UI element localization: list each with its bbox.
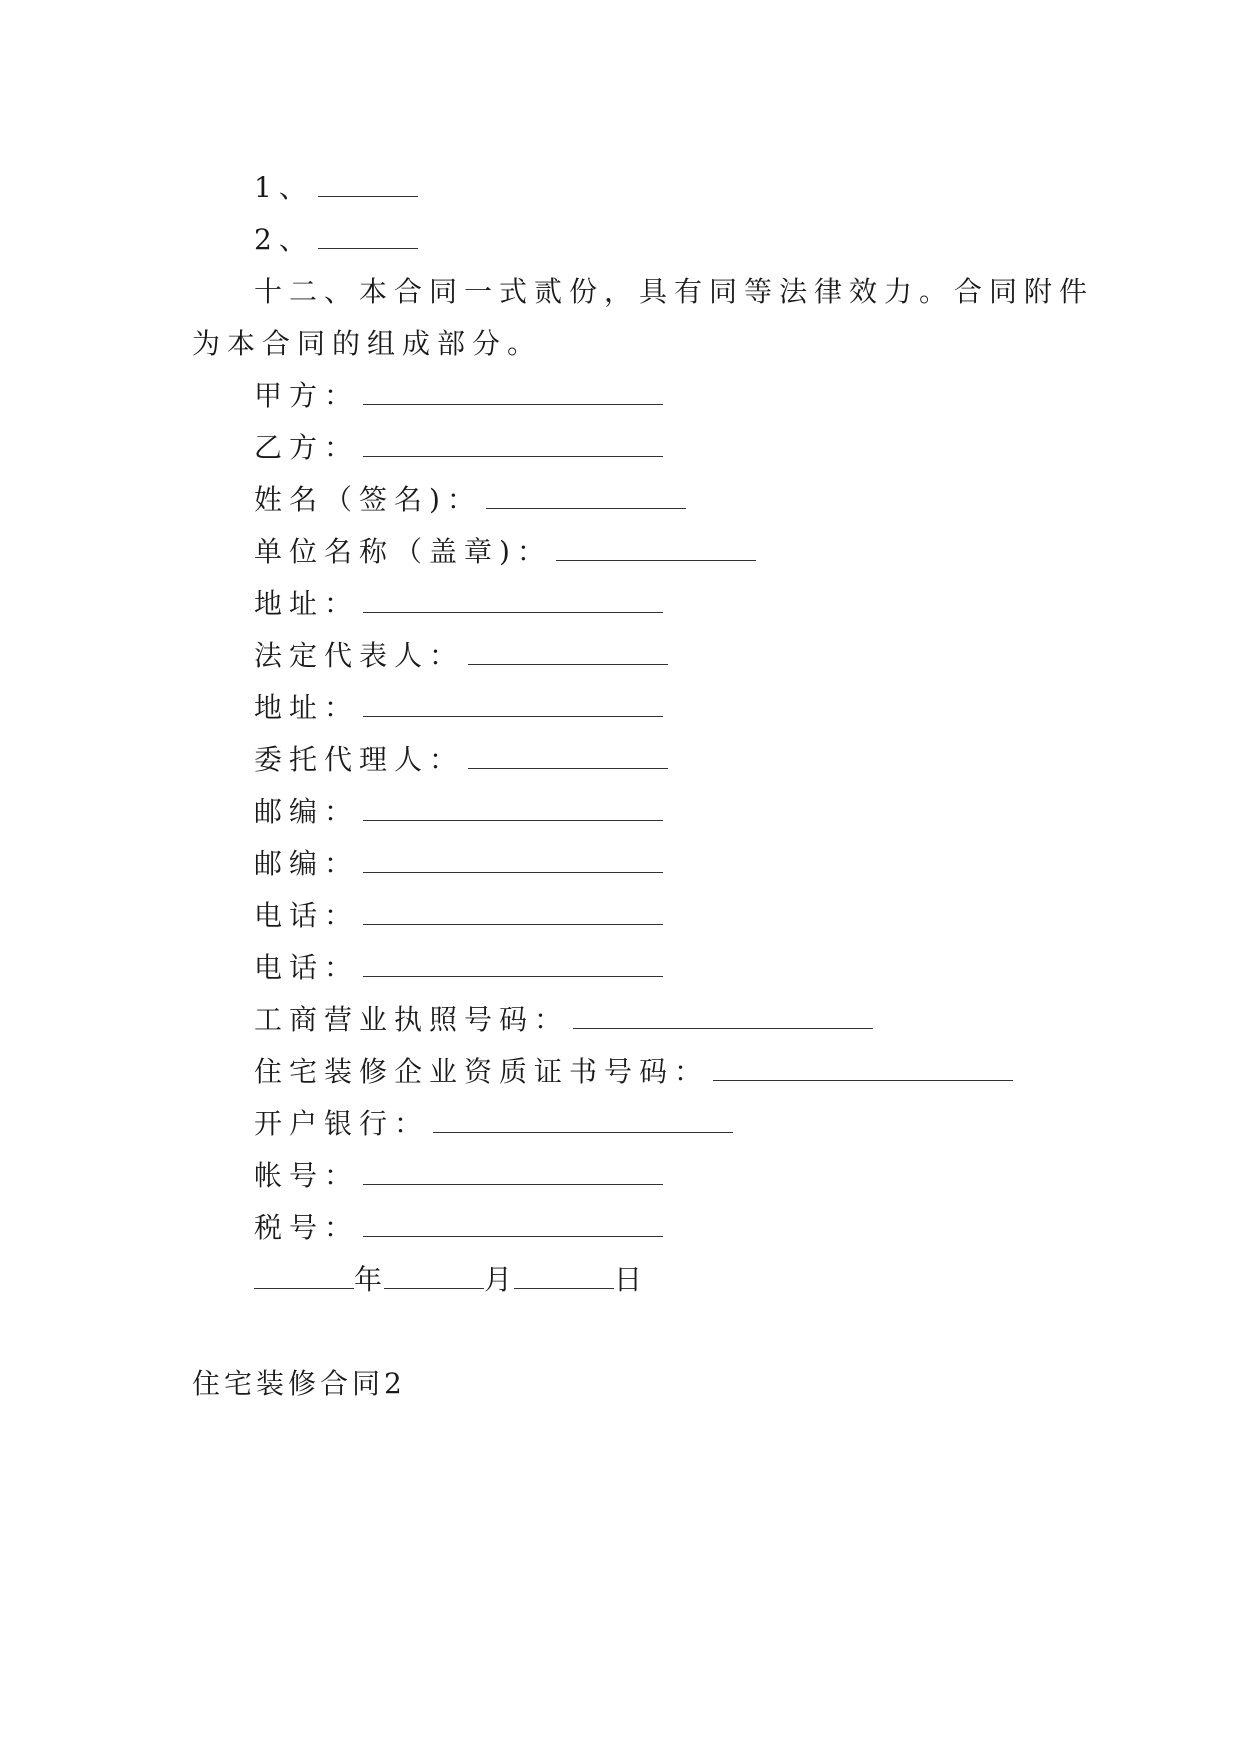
day-label: 日 — [614, 1263, 645, 1296]
fill-blank — [573, 1002, 873, 1029]
field-row — [254, 584, 663, 624]
fill-blank — [363, 1210, 663, 1237]
field-row — [254, 480, 686, 520]
clause-line-2: 为本合同的组成部分。 — [192, 327, 543, 360]
fill-blank — [363, 950, 663, 977]
field-row — [254, 1104, 733, 1144]
list-item — [254, 220, 418, 260]
field-label: 地址： — [254, 587, 360, 620]
field-row — [254, 688, 663, 728]
field-row — [254, 1208, 663, 1248]
field-label: 乙方： — [254, 431, 360, 464]
fill-blank — [468, 638, 668, 665]
fill-blank — [318, 170, 418, 197]
field-row — [254, 844, 663, 884]
item-number: 1、 — [254, 171, 314, 204]
field-label: 委托代理人： — [254, 743, 465, 776]
month-label: 月 — [484, 1263, 515, 1296]
field-row — [254, 1000, 873, 1040]
fill-blank — [713, 1054, 1013, 1081]
fill-blank — [363, 898, 663, 925]
field-label: 住宅装修企业资质证书号码： — [254, 1055, 710, 1088]
year-label: 年 — [354, 1263, 385, 1296]
fill-blank — [363, 430, 663, 457]
field-row — [254, 792, 663, 832]
fill-blank — [363, 846, 663, 873]
field-row — [254, 428, 663, 468]
year-blank — [254, 1262, 354, 1289]
fill-blank — [363, 690, 663, 717]
field-label: 法定代表人： — [254, 639, 465, 672]
section-title: 住宅装修合同2 — [192, 1367, 406, 1400]
field-label: 帐号： — [254, 1159, 360, 1192]
field-label: 姓名（签名)： — [254, 483, 482, 516]
fill-blank — [363, 1158, 663, 1185]
month-blank — [384, 1262, 484, 1289]
field-label: 地址： — [254, 691, 360, 724]
fill-blank — [468, 742, 668, 769]
field-label: 电话： — [254, 951, 360, 984]
field-label: 电话： — [254, 899, 360, 932]
field-label: 工商营业执照号码： — [254, 1003, 570, 1036]
day-blank — [514, 1262, 614, 1289]
clause-line-1: 十二、本合同一式贰份，具有同等法律效力。合同附件 — [254, 275, 1095, 308]
field-row — [254, 896, 663, 936]
fill-blank — [433, 1106, 733, 1133]
fill-blank — [486, 482, 686, 509]
field-label: 甲方： — [254, 379, 360, 412]
field-row — [254, 740, 668, 780]
field-label: 税号： — [254, 1211, 360, 1244]
fill-blank — [318, 222, 418, 249]
field-label: 邮编： — [254, 847, 360, 880]
fill-blank — [363, 586, 663, 613]
fill-blank — [556, 534, 756, 561]
item-number: 2、 — [254, 223, 314, 256]
field-row — [254, 532, 756, 572]
field-label: 开户银行： — [254, 1107, 430, 1140]
field-row — [254, 1052, 1013, 1092]
field-row — [254, 636, 668, 676]
fill-blank — [363, 794, 663, 821]
list-item — [254, 168, 418, 208]
field-label: 邮编： — [254, 795, 360, 828]
field-label: 单位名称（盖章)： — [254, 535, 552, 568]
field-row — [254, 1156, 663, 1196]
fill-blank — [363, 378, 663, 405]
date-row — [254, 1260, 644, 1300]
field-row — [254, 376, 663, 416]
field-row — [254, 948, 663, 988]
